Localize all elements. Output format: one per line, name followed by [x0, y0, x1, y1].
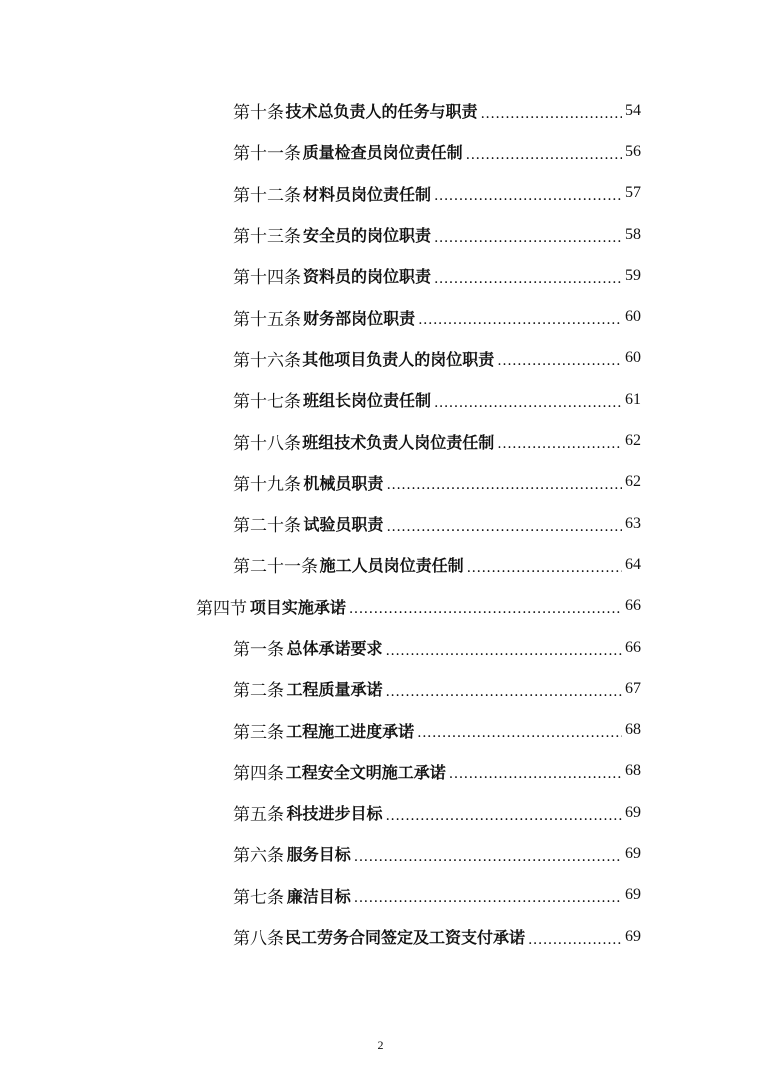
- toc-entry-page: 69: [625, 803, 641, 821]
- toc-entry-number: 第二十一条: [233, 557, 318, 578]
- toc-entry-page: 69: [625, 927, 641, 945]
- toc-leader-dots: [385, 643, 622, 659]
- toc-entry[interactable]: [0, 751, 641, 792]
- toc-entry-title: 班组技术负责人岗位责任制: [302, 432, 495, 452]
- toc-entry[interactable]: [0, 255, 641, 296]
- toc-leader-dots: [434, 271, 622, 287]
- toc-section-page: 66: [625, 597, 641, 615]
- toc-leader-dots: [418, 312, 622, 328]
- toc-entry[interactable]: [0, 296, 641, 337]
- toc-entry-page: 68: [625, 762, 641, 780]
- toc-entry-page: 62: [625, 473, 641, 491]
- toc-entry-title: 资料员的岗位职责: [302, 267, 431, 287]
- toc-entry[interactable]: [0, 627, 641, 668]
- toc-leader-dots: [449, 766, 622, 782]
- toc-entry[interactable]: [0, 420, 641, 461]
- toc-leader-dots: [386, 477, 622, 493]
- toc-entry-number: 第十六条: [233, 350, 301, 371]
- toc-leader-dots: [497, 353, 622, 369]
- toc-entry[interactable]: [0, 833, 641, 874]
- toc-entry-number: 第十五条: [233, 309, 301, 330]
- toc-entry-title: 廉洁目标: [286, 886, 351, 906]
- toc-entry-page: 56: [625, 142, 641, 160]
- toc-entry-number: 第十八条: [233, 433, 301, 454]
- toc-entry-page: 60: [625, 349, 641, 367]
- toc-entry-title: 民工劳务合同签定及工资支付承诺: [284, 928, 525, 948]
- toc-entry[interactable]: [0, 668, 641, 709]
- toc-section-title: 项目实施承诺: [249, 597, 346, 617]
- toc-entry-number: 第一条: [233, 640, 284, 660]
- toc-entry-number: 第七条: [233, 887, 284, 908]
- toc-entry-number: 第十二条: [233, 185, 301, 206]
- toc-entry-number: 第十四条: [233, 268, 301, 289]
- toc-entry[interactable]: [0, 379, 641, 420]
- toc-entry-page: 67: [625, 679, 641, 697]
- toc-entry-page: 62: [625, 432, 641, 450]
- toc-entry-page: 60: [625, 308, 641, 326]
- toc-leader-dots: [528, 932, 622, 948]
- toc-leader-dots: [434, 230, 622, 246]
- toc-leader-dots: [480, 106, 622, 122]
- toc-leader-dots: [467, 560, 622, 576]
- toc-entry[interactable]: [0, 131, 641, 172]
- toc-entry[interactable]: [0, 875, 641, 916]
- toc-entry-title: 科技进步目标: [286, 804, 383, 824]
- toc-entry[interactable]: [0, 792, 641, 833]
- toc-entry-page: 66: [625, 638, 641, 656]
- toc-entry[interactable]: [0, 338, 641, 379]
- toc-entry-title: 质量检查员岗位责任制: [302, 143, 463, 163]
- toc-entry-title: 服务目标: [286, 845, 351, 865]
- toc-entry-page: 58: [625, 225, 641, 243]
- toc-entry[interactable]: [0, 462, 641, 503]
- toc-entry-title: 试验员职责: [303, 515, 384, 535]
- toc-entry-title: 安全员的岗位职责: [302, 226, 431, 246]
- toc-entry-page: 61: [625, 390, 641, 408]
- toc-section-number: 第四节: [196, 598, 247, 619]
- toc-entry[interactable]: [0, 173, 641, 214]
- toc-leader-dots: [434, 395, 622, 411]
- toc-leader-dots: [385, 808, 622, 824]
- toc-entry-title: 工程施工进度承诺: [286, 721, 415, 741]
- toc-entry-number: 第五条: [233, 805, 284, 826]
- toc-entry[interactable]: [0, 709, 641, 750]
- toc-entry[interactable]: [0, 916, 641, 957]
- toc-entry[interactable]: [0, 214, 641, 255]
- toc-entry-page: 69: [625, 844, 641, 862]
- toc-leader-dots: [349, 601, 622, 617]
- toc-entry-number: 第三条: [233, 722, 284, 743]
- toc-entry[interactable]: [0, 544, 641, 585]
- toc-leader-dots: [354, 849, 622, 865]
- toc-entry-page: 57: [625, 184, 641, 202]
- toc-entry-number: 第八条: [233, 929, 284, 950]
- toc-entry-title: 其他项目负责人的岗位职责: [302, 349, 495, 369]
- table-of-contents: [0, 90, 761, 957]
- toc-entry-page: 59: [625, 266, 641, 284]
- page-number: 2: [377, 1038, 384, 1052]
- toc-section-entry[interactable]: [0, 586, 641, 627]
- toc-entry-title: 技术总负责人的任务与职责: [285, 102, 478, 122]
- toc-entry-number: 第六条: [233, 846, 284, 867]
- toc-entry-number: 第十三条: [233, 227, 301, 248]
- toc-leader-dots: [466, 147, 622, 163]
- toc-entry-page: 69: [625, 886, 641, 904]
- toc-entry-number: 第十七条: [233, 392, 301, 413]
- toc-entry-number: 第十条: [233, 103, 284, 124]
- toc-leader-dots: [354, 890, 622, 906]
- toc-entry-title: 施工人员岗位责任制: [319, 556, 464, 576]
- toc-entry-title: 材料员岗位责任制: [302, 184, 431, 204]
- toc-entry-page: 63: [625, 514, 641, 532]
- toc-leader-dots: [417, 725, 622, 741]
- toc-entry-number: 第十九条: [233, 474, 301, 495]
- toc-entry-number: 第二条: [233, 681, 284, 702]
- toc-leader-dots: [434, 188, 622, 204]
- toc-entry-title: 工程安全文明施工承诺: [285, 762, 446, 782]
- toc-leader-dots: [385, 684, 622, 700]
- toc-entry-number: 第二十条: [233, 516, 301, 537]
- toc-entry-number: 第十一条: [233, 144, 301, 165]
- toc-entry-page: 64: [625, 555, 641, 573]
- toc-entry-number: 第四条: [233, 763, 284, 784]
- toc-entry-page: 68: [625, 721, 641, 739]
- toc-leader-dots: [386, 519, 622, 535]
- toc-entry[interactable]: [0, 503, 641, 544]
- toc-entry-title: 班组长岗位责任制: [302, 391, 431, 411]
- toc-entry-title: 机械员职责: [303, 473, 384, 493]
- toc-entry[interactable]: [0, 90, 641, 131]
- toc-entry-title: 总体承诺要求: [286, 639, 383, 658]
- toc-entry-title: 财务部岗位职责: [303, 308, 416, 328]
- toc-entry-title: 工程质量承诺: [286, 680, 383, 700]
- toc-leader-dots: [497, 436, 622, 452]
- toc-entry-page: 54: [625, 101, 641, 119]
